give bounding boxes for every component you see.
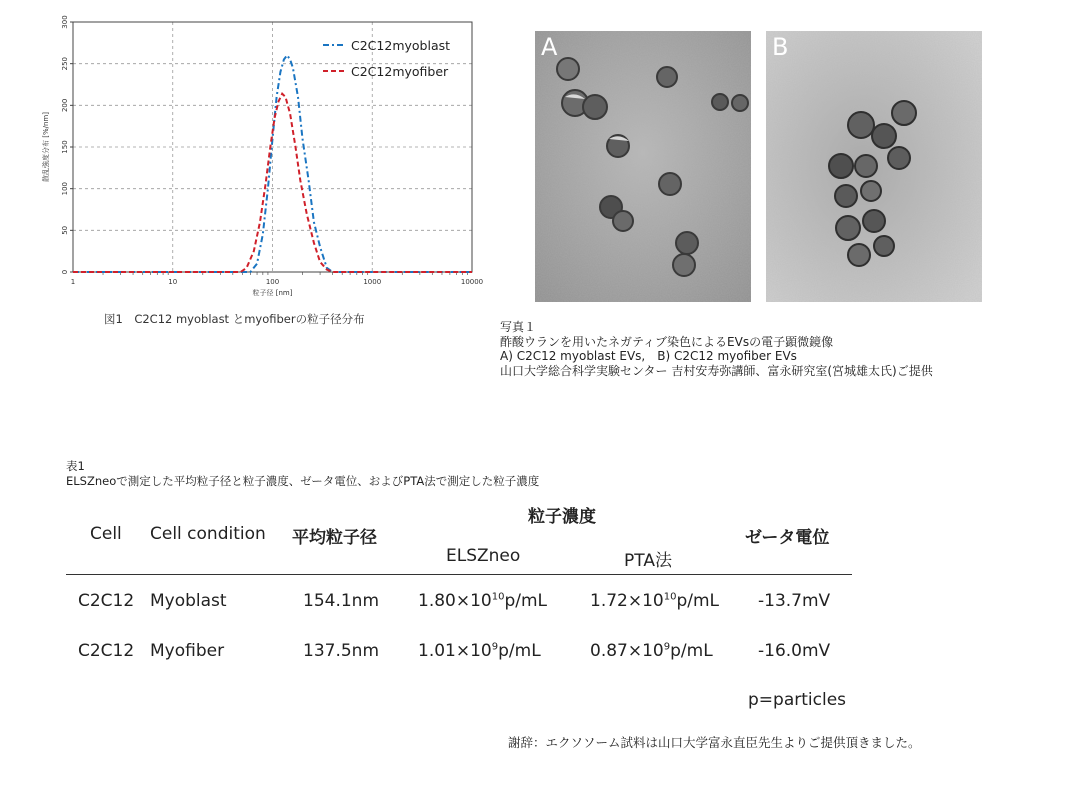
- photo-caption-line: A) C2C12 myoblast EVs, B) C2C12 myofiber EVs: [500, 349, 797, 363]
- legend-label-2: C2C12myofiber: [351, 64, 449, 79]
- photo-caption-title: 写真１: [500, 320, 537, 334]
- x-tick-label: 1: [70, 278, 76, 286]
- photo-caption-line: 山口大学総合科学実験センター 吉村安寿弥講師、富永研究室(宮城雄太氏)ご提供: [500, 363, 933, 378]
- y-tick-label: 150: [61, 140, 69, 154]
- chart-grid: [73, 22, 472, 272]
- x-tick-label: 100: [265, 278, 280, 286]
- row1-size: 154.1nm: [303, 591, 380, 611]
- row2-condition: Myofiber: [150, 641, 225, 661]
- micrograph-a: [535, 31, 751, 302]
- y-tick-label: 200: [61, 98, 69, 113]
- table1-caption-title: 表1: [66, 459, 85, 473]
- micrograph-a-label: A: [541, 33, 558, 61]
- y-axis-label: 散乱強度分布 [%/nm]: [42, 112, 50, 182]
- figure1-caption: 図1 C2C12 myoblast とmyofiberの粒子径分布: [104, 312, 365, 326]
- header-cell: Cell: [90, 524, 122, 544]
- photo-caption: [500, 320, 933, 378]
- row1-elsz: $1.80\times 10^{10}p/mL$: [418, 591, 548, 611]
- row2-size: 137.5nm: [303, 641, 380, 661]
- header-concentration: 粒子濃度: [528, 507, 596, 527]
- table1-caption: [66, 459, 539, 489]
- x-tick-label: 1000: [363, 278, 382, 286]
- row1-zeta: -13.7mV: [758, 591, 831, 611]
- row2-pta: $0.87\times 10^9p/mL$: [590, 641, 713, 661]
- x-tick-label: 10: [168, 278, 178, 286]
- row2-cell: C2C12: [78, 641, 135, 661]
- acknowledgement: 謝辞：エクソソーム試料は山口大学富永直臣先生よりご提供頂きました。: [508, 735, 921, 750]
- x-axis-label: 粒子径 [nm]: [252, 289, 293, 297]
- chart-legend: [323, 38, 450, 79]
- y-tick-label: 300: [61, 15, 69, 29]
- y-tick-label: 0: [61, 269, 69, 275]
- legend-label-1: C2C12myoblast: [351, 38, 451, 53]
- header-elszneo: ELSZneo: [446, 546, 521, 566]
- header-pta: PTA法: [624, 551, 672, 571]
- table-rule: [66, 574, 852, 575]
- row1-cell: C2C12: [78, 591, 135, 611]
- micrograph-b-label: B: [772, 33, 789, 61]
- table1-caption-text: ELSZneoで測定した平均粒子径と粒子濃度、ゼータ電位、およびPTA法で測定した粒子濃度: [66, 474, 540, 488]
- y-tick-label: 100: [61, 181, 69, 196]
- header-cell-condition: Cell condition: [150, 524, 266, 544]
- row1-pta: $1.72\times 10^{10}p/mL$: [590, 591, 720, 611]
- micrograph-b: [766, 31, 982, 302]
- row2-zeta: -16.0mV: [758, 641, 831, 661]
- particle-size-chart: [40, 10, 485, 300]
- row1-condition: Myoblast: [150, 591, 227, 611]
- table-note: p=particles: [748, 690, 847, 710]
- photo-caption-line: 酢酸ウランを用いたネガティブ染色によるEVsの電子顕微鏡像: [500, 334, 834, 349]
- x-tick-label: 10000: [460, 278, 484, 286]
- chart-axes: [41, 15, 483, 297]
- header-zeta: ゼータ電位: [745, 528, 830, 548]
- y-tick-label: 50: [61, 225, 69, 235]
- row2-elsz: $1.01\times 10^9p/mL$: [418, 641, 541, 661]
- header-mean-size: 平均粒子径: [292, 528, 377, 548]
- y-tick-label: 250: [61, 56, 69, 71]
